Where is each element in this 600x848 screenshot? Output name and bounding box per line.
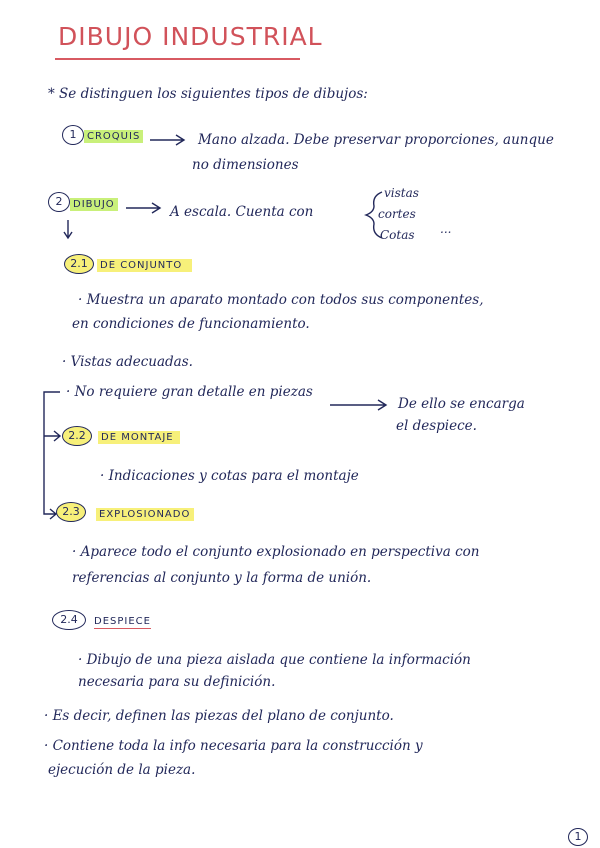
explosionado-line1: · Aparece todo el conjunto explosionado en perspectiva con [72,544,480,560]
croquis-arrow-icon [150,135,184,145]
dibujo-desc: A escala. Cuenta con [170,204,314,220]
dibujo-label: DIBUJO [70,198,118,211]
despiece-line2: necesaria para su definición. [78,674,276,690]
croquis-desc-line2: no dimensiones [192,157,299,173]
explosionado-label: EXPLOSIONADO [96,508,194,521]
dibujo-brace-icon [366,192,382,238]
montaje-bracket-arrow-icon [44,431,60,441]
conjunto-note-line2: el despiece. [396,418,477,434]
croquis-number: 1 [62,125,84,145]
conjunto-number: 2.1 [64,254,94,274]
conjunto-note-line1: De ello se encarga [398,396,525,412]
dibujo-number: 2 [48,192,70,212]
conjunto-line2: en condiciones de funcionamiento. [72,316,310,332]
conjunto-label: DE CONJUNTO [97,259,192,272]
dibujo-item-cortes: cortes [378,207,416,221]
explosionado-number: 2.3 [56,502,86,522]
explosionado-line2: referencias al conjunto y la forma de unión. [72,570,372,586]
despiece-number: 2.4 [52,610,86,630]
montaje-label: DE MONTAJE [98,431,180,444]
intro-text: * Se distinguen los siguientes tipos de dibujos: [48,86,368,102]
dibujo-ellipsis: ... [440,222,452,236]
croquis-label: CROQUIS [84,130,143,143]
conjunto-line3: · Vistas adecuadas. [62,354,193,370]
conjunto-line1: · Muestra un aparato montado con todos sus componentes, [78,292,484,308]
montaje-number: 2.2 [62,426,92,446]
despiece-line1: · Dibujo de una pieza aislada que contiene la información [78,652,471,668]
explosionado-bracket-arrow-icon [44,392,60,519]
despiece-label: DESPIECE [94,616,151,627]
footer-note-line2: · Contiene toda la info necesaria para la construcción y [44,738,423,754]
dibujo-item-vistas: vistas [384,186,419,200]
page-title: DIBUJO INDUSTRIAL [58,22,323,51]
piezas-arrow-icon [330,400,386,410]
down-arrow-icon [64,220,72,238]
dibujo-arrow-icon [126,203,160,213]
footer-note-line1: · Es decir, definen las piezas del plano de conjunto. [44,708,394,724]
dibujo-item-cotas: Cotas [380,228,415,242]
conjunto-line4: · No requiere gran detalle en piezas [66,384,313,400]
montaje-line1: · Indicaciones y cotas para el montaje [100,468,359,484]
footer-note-line3: ejecución de la pieza. [48,762,196,778]
croquis-desc-line1: Mano alzada. Debe preservar proporciones, aunque [198,132,554,148]
page-number: 1 [568,828,588,846]
